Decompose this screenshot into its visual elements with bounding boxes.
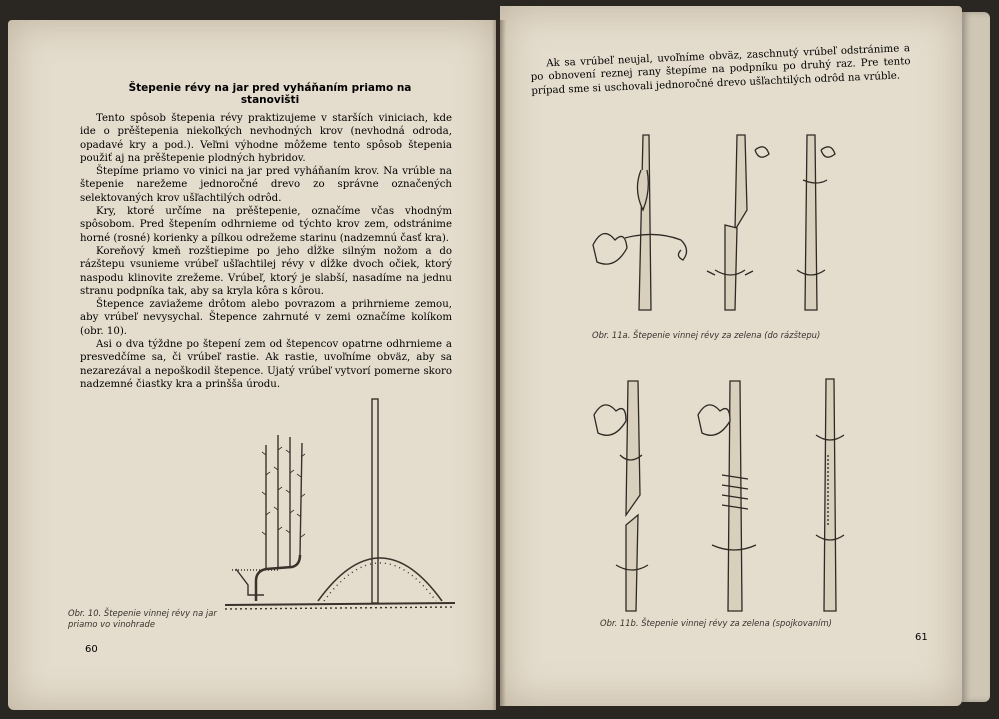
figure-10-illustration — [220, 395, 460, 615]
figure-11b-illustration — [590, 375, 860, 615]
figure-11a-illustration — [585, 130, 855, 320]
paragraph: Koreňový kmeň rozštiepime po jeho dĺžke silným nožom a do rázštepu vsunieme vrúbeľ ušľachtilej révy v dĺžke dvoch očiek, ktorý naspodu klinovite zrežeme. Vrúbeľ, ktorý je slabší, nasadíme na jednu stranu podpníka tak, aby sa kryla kôra s kôrou. — [80, 245, 452, 297]
paragraph: Štepíme priamo vo vinici na jar pred vyháňaním krov. Na vrúble na štepenie narežeme jednoročné drevo zo správne označených selektovaných krov ušľachtilých odrôd. — [80, 166, 452, 204]
figure-11a-caption: Obr. 11a. Štepenie vinnej révy za zelena (do rázštepu) — [592, 330, 821, 340]
paragraph: Ak sa vrúbeľ neujal, uvoľníme obväz, zaschnutý vrúbeľ odstránime a po obnovení reznej rany štepíme na podpníku po druhý raz. Pre tento prípad sme si uschovali jednoročné drevo ušľachtilých odrôd na vrúble. — [530, 43, 911, 97]
paragraph: Štepence zaviažeme drôtom alebo povrazom a prihrnieme zemou, aby vrúbeľ nevysychal. Štepence zahrnuté v zemi označíme kolíkom (obr. 10). — [80, 299, 452, 337]
page-number-left: 60 — [85, 644, 98, 655]
page-edges — [962, 12, 990, 702]
book-gutter — [492, 20, 506, 710]
page-number-right: 61 — [915, 632, 928, 643]
paragraph: Kry, ktoré určíme na prěštepenie, označíme včas vhodným spôsobom. Pred štepením odhrnieme od týchto krov zem, odstránime horné (rosné) korienky a pílkou odrežeme starinu (nadzemnú časť kra). — [80, 206, 452, 244]
section-heading: Štepenie révy na jar pred vyháňaním priamo na stanovišti — [128, 82, 412, 106]
paragraph: Asi o dva týždne po štepení zem od štepencov opatrne odhrnieme a presvedčíme sa, či vrúbeľ rastie. Ak rastie, uvoľníme obväz, aby sa nezarezával a nepoškodil štepence. Ujatý vrúbeľ vytvorí pomerne skoro nadzemné čiastky kra a prinšša úrodu. — [80, 339, 452, 390]
figure-11b-caption: Obr. 11b. Štepenie vinnej révy za zelena (spojkovaním) — [600, 618, 832, 628]
paragraph: Tento spôsob štepenia révy praktizujeme v starších viniciach, kde ide o prěštepenia niekoľkých nevhodných krov (nevhodná odroda, opadavé kry a pod.). Veľmi výhodne môžeme tento spôsob štepenia použiť aj na prěštepenie plodných hybridov. — [80, 113, 452, 164]
left-body-text — [80, 112, 452, 391]
figure-10-caption: Obr. 10. Štepenie vinnej révy na jar priamo vo vinohrade — [68, 608, 217, 629]
